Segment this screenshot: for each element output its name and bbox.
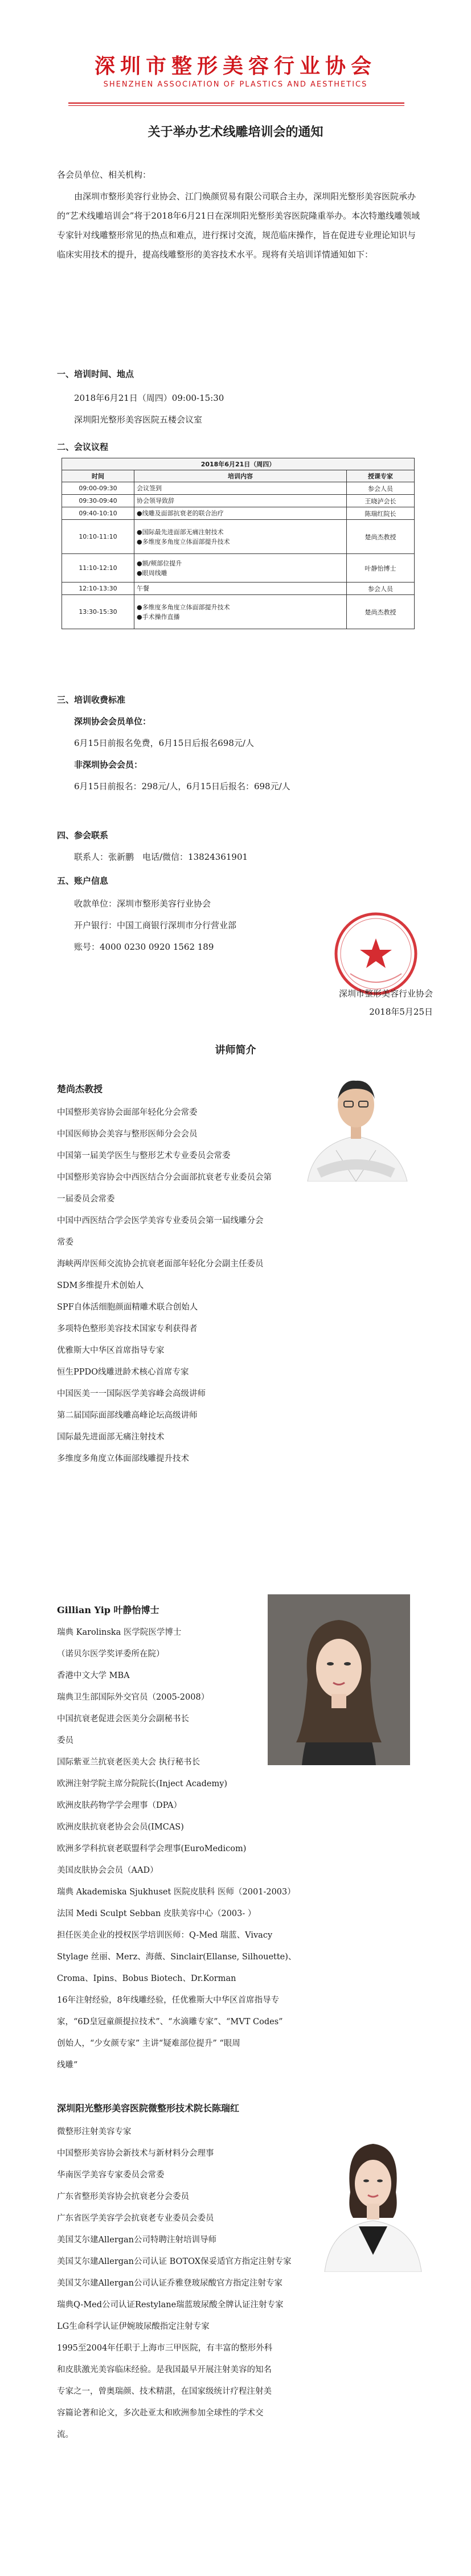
member-fee: 6月15日前报名免费，6月15日后报名698元/人 bbox=[74, 738, 254, 748]
bio-line: 第二届国际面部线雕高峰论坛高级讲师 bbox=[57, 1411, 198, 1420]
bio-line: 瑞典 Karolinska 医学院医学博士 bbox=[57, 1628, 182, 1637]
bio-line: 法国 Medi Sculpt Sebban 皮肤美容中心（2003- ） bbox=[57, 1909, 256, 1918]
bio-line: 中国整形美容协会中西医结合分会面部抗衰老专业委员会第 bbox=[57, 1173, 272, 1182]
contact-info: 联系人：张新鹏 电话/微信：13824361901 bbox=[74, 852, 248, 862]
table-row bbox=[62, 520, 415, 554]
bio-line: SDM多维提升术创始人 bbox=[57, 1281, 144, 1290]
bio-line: 多维度多角度立体面部线雕提升技术 bbox=[57, 1454, 189, 1463]
greeting: 各会员单位、相关机构： bbox=[57, 170, 151, 180]
bio-line: 中国整形美容协会新技术与新材料分会理事 bbox=[57, 2149, 214, 2158]
nonmember-fee: 6月15日前报名：298元/人，6月15日后报名：698元/人 bbox=[74, 781, 290, 791]
bio-line: 专家之一，曾奥瑞颜、技术精湛，在国家级统计疗程注射美 bbox=[57, 2387, 272, 2396]
association-title: 深圳市整形美容行业协会 bbox=[94, 55, 376, 78]
official-seal bbox=[333, 911, 419, 996]
agenda-content bbox=[134, 507, 347, 520]
agenda-time: 13:30-15:30 bbox=[62, 595, 134, 629]
bio-line: 担任医美企业的授权医学培训医师：Q-Med 瑞蓝、Vivacy bbox=[57, 1931, 273, 1940]
association-header bbox=[0, 54, 471, 89]
bio-line: 中国整形美容协会面部年轻化分会常委 bbox=[57, 1108, 198, 1117]
bio-line: 中国中西医结合学会医学美容专业委员会第一届线雕分会 bbox=[57, 1216, 264, 1225]
agenda-item: ●额/颊部位提升 bbox=[137, 559, 182, 567]
section-2-title: 二、会议议程 bbox=[57, 442, 109, 452]
agenda-speaker: 参会人员 bbox=[347, 583, 415, 595]
bio-line: 瑞典 Akademiska Sjukhuset 医院皮肤科 医师（2001-2003） bbox=[57, 1888, 296, 1897]
signature-date: 2018年5月25日 bbox=[369, 1007, 433, 1017]
agenda-table bbox=[62, 458, 415, 629]
table-row bbox=[62, 482, 415, 495]
bio-line: 海峡两岸医师交流协会抗衰老面部年轻化分会副主任委员 bbox=[57, 1260, 264, 1269]
header-rule-bottom bbox=[68, 105, 404, 106]
bio-line: 欧洲皮肤抗衰老协会会员(IMCAS) bbox=[57, 1823, 184, 1832]
agenda-content bbox=[134, 495, 347, 507]
bio-line: 美国皮肤协会会员（AAD） bbox=[57, 1866, 158, 1875]
bio-line: 瑞典卫生部国际外交官员（2005-2008） bbox=[57, 1693, 210, 1702]
agenda-header-content: 培训内容 bbox=[134, 470, 347, 482]
agenda-item: 会议签到 bbox=[137, 485, 162, 492]
agenda-time: 11:10-12:10 bbox=[62, 554, 134, 583]
agenda-caption: 2018年6月21日（周四） bbox=[62, 458, 415, 470]
agenda-item: 午餐 bbox=[137, 585, 149, 592]
bio-line: 国际紫亚兰抗衰老医美大会 执行秘书长 bbox=[57, 1758, 200, 1767]
agenda-speaker: 叶静怡博士 bbox=[347, 554, 415, 583]
bio-line: Stylage 丝丽、Merz、海薇、Sinclair(Ellanse, Silhouette)、 bbox=[57, 1952, 297, 1962]
section-1-title: 一、培训时间、地点 bbox=[57, 369, 134, 379]
intro-paragraph: 由深圳市整形美容行业协会、江门焕颜贸易有限公司联合主办，深圳阳光整形美容医院承办的“艺术线雕培训会”将于2018年6月21日在深圳阳光整形美容医院隆重举办。本次特邀线雕领域专家针对线雕整形常见的热点和难点，进行探讨交流，规范临床操作，旨在促进专业理论知识与临床实用技术的提升，提高线雕整形的美容技术水平。现将有关培训详情通知如下： bbox=[57, 191, 420, 260]
bio-line: 16年注射经验，8年线雕经验，任优雅斯大中华区首席指导专 bbox=[57, 1996, 280, 2005]
notice-title: 关于举办艺术线雕培训会的通知 bbox=[148, 125, 323, 140]
agenda-content bbox=[134, 583, 347, 595]
agenda-content bbox=[134, 482, 347, 495]
bio-line: 华南医学美容专家委员会常委 bbox=[57, 2171, 165, 2180]
bio-line: 线雕” bbox=[57, 2061, 78, 2070]
bio-line: 恒生PPDO线雕迸龄术核心首席专家 bbox=[57, 1368, 189, 1377]
bio-line: 瑞典Q-Med公司认证Restylane瑞蓝玻尿酸全牌认证注射专家 bbox=[57, 2300, 284, 2310]
agenda-content bbox=[134, 554, 347, 583]
agenda-speaker: 楚尚杰教授 bbox=[347, 595, 415, 629]
section-3-title: 三、培训收费标准 bbox=[57, 695, 126, 705]
agenda-item: ●国际最先进面部无痛注射技术 bbox=[137, 528, 224, 536]
lecturer-3-bio bbox=[57, 2121, 292, 2446]
table-row bbox=[62, 507, 415, 520]
agenda-item: ●手术操作直播 bbox=[137, 613, 180, 621]
agenda-content bbox=[134, 595, 347, 629]
agenda-time: 09:30-09:40 bbox=[62, 495, 134, 507]
lecturer-1-bio bbox=[57, 1102, 272, 1470]
lecturer-2-bio bbox=[57, 1622, 296, 2076]
bio-line: 中国第一届美学医生与整形艺术专业委员会常委 bbox=[57, 1151, 231, 1160]
agenda-item: ●线雕及面部抗衰老的联合治疗 bbox=[137, 510, 224, 517]
bio-line: 流。 bbox=[57, 2430, 73, 2439]
lecturer-2-photo bbox=[268, 1594, 410, 1765]
association-subtitle: SHENZHEN ASSOCIATION OF PLASTICS AND AESTHETICS bbox=[103, 80, 368, 89]
member-fee-label: 深圳协会会员单位： bbox=[74, 716, 151, 727]
bio-line: 中国抗衰老促进会医美分会副秘书长 bbox=[57, 1714, 189, 1724]
agenda-time: 10:10-11:10 bbox=[62, 520, 134, 554]
bio-line: 美国艾尔建Allergan公司认证乔雅登玻尿酸官方指定注射专家 bbox=[57, 2279, 283, 2288]
bio-line: Croma、Ipins、Bobus Biotech、Dr.Korman bbox=[57, 1974, 236, 1983]
payee: 收款单位：深圳市整形美容行业协会 bbox=[74, 899, 211, 909]
section-5-title: 五、账户信息 bbox=[57, 876, 109, 886]
agenda-time: 12:10-13:30 bbox=[62, 583, 134, 595]
agenda-header-time: 时间 bbox=[62, 470, 134, 482]
bio-line: SPF自体活细胞颜面精雕术联合创始人 bbox=[57, 1303, 198, 1312]
header-rule-top bbox=[68, 102, 404, 104]
lecturer-1-name: 楚尚杰教授 bbox=[57, 1084, 103, 1094]
bio-line: 一届委员会常委 bbox=[57, 1195, 115, 1204]
agenda-header-speaker: 授课专家 bbox=[347, 470, 415, 482]
bio-line: 多项特色整形美容技术国家专利获得者 bbox=[57, 1324, 198, 1334]
table-row bbox=[62, 554, 415, 583]
bio-line: LG生命科学认证伊婉玻尿酸指定注射专家 bbox=[57, 2322, 210, 2331]
agenda-content bbox=[134, 520, 347, 554]
bio-line: 欧洲注射学院主席分院院长(Inject Academy) bbox=[57, 1779, 228, 1789]
agenda-item: ●多维度多角度立体面部提升技术 bbox=[137, 538, 230, 545]
agenda-time: 09:40-10:10 bbox=[62, 507, 134, 520]
agenda-speaker: 陈瑞红院长 bbox=[347, 507, 415, 520]
agenda-item: ●多维度多角度立体面部提升技术 bbox=[137, 603, 230, 611]
bio-line: 美国艾尔建Allergan公司认证 BOTOX保妥适官方指定注射专家 bbox=[57, 2257, 292, 2266]
bio-line: 常委 bbox=[57, 1238, 73, 1247]
agenda-item: ●眼周线雕 bbox=[137, 569, 167, 577]
section-4-title: 四、参会联系 bbox=[57, 830, 109, 840]
bio-line: 中国医美一一国际医学美容峰会高级讲师 bbox=[57, 1389, 206, 1398]
agenda-time: 09:00-09:30 bbox=[62, 482, 134, 495]
lecturers-title: 讲师简介 bbox=[215, 1044, 256, 1056]
bio-line: 中国医师协会美容与整形医师分会会员 bbox=[57, 1130, 198, 1139]
agenda-item: 协会领导致辞 bbox=[137, 497, 174, 504]
agenda-speaker: 参会人员 bbox=[347, 482, 415, 495]
agenda-speaker: 王晓泸会长 bbox=[347, 495, 415, 507]
training-time: 2018年6月21日（周四）09:00-15:30 bbox=[74, 393, 224, 403]
signature-org: 深圳市整形美容行业协会 bbox=[338, 988, 433, 999]
lecturer-1-photo bbox=[296, 1059, 416, 1182]
bio-line: 国际最先进面部无痛注射技术 bbox=[57, 1433, 165, 1442]
agenda-speaker: 楚尚杰教授 bbox=[347, 520, 415, 554]
bio-line: 香港中文大学 MBA bbox=[57, 1671, 130, 1680]
bio-line: 容篇论著和论文，多次赴亚太和欧洲参加全球性的学术交 bbox=[57, 2409, 264, 2418]
lecturer-3-photo bbox=[319, 2124, 427, 2272]
bio-line: 微整形注射美容专家 bbox=[57, 2127, 132, 2136]
bio-line: 创始人，“少女颜专家” 主讲“疑难部位提升” “眼周 bbox=[57, 2039, 240, 2048]
bio-line: 广东省医学美容学会抗衰老专业委员会委员 bbox=[57, 2214, 214, 2223]
table-row bbox=[62, 583, 415, 595]
bio-line: 欧洲皮肤药物学学会理事（DPA） bbox=[57, 1801, 182, 1810]
bio-line: 优雅斯大中华区首席指导专家 bbox=[57, 1346, 165, 1355]
account-number: 账号：4000 0230 0920 1562 189 bbox=[74, 942, 214, 952]
lecturer-2-name: Gillian Yip 叶静怡博士 bbox=[57, 1605, 159, 1615]
bio-line: 欧洲多学科抗衰老联盟科学会理事(EuroMedicom) bbox=[57, 1844, 247, 1853]
nonmember-fee-label: 非深圳协会会员： bbox=[74, 760, 143, 770]
bio-line: （诺贝尔医学奖评委所在院） bbox=[57, 1650, 165, 1659]
lecturer-3-name: 深圳阳光整形美容医院微整形技术院长陈瑞红 bbox=[57, 2103, 240, 2114]
bank-name: 开户银行：中国工商银行深圳市分行营业部 bbox=[74, 920, 237, 930]
bio-line: 家，“6D皇冠童颜提拉技术”、“水滴雕专家”、“MVT Codes” bbox=[57, 2017, 283, 2027]
bio-line: 委员 bbox=[57, 1736, 73, 1745]
training-place: 深圳阳光整形美容医院五楼会议室 bbox=[74, 415, 203, 425]
bio-line: 美国艾尔建Allergan公司特聘注射培训导师 bbox=[57, 2235, 217, 2245]
bio-line: 和皮肤激光美容临床经验。是我国最早开展注射美容的知名 bbox=[57, 2365, 272, 2374]
bio-line: 1995至2004年任职于上海市三甲医院，有丰富的整形外科 bbox=[57, 2344, 273, 2353]
bio-line: 广东省整形美容协会抗衰老分会委员 bbox=[57, 2192, 189, 2201]
table-row bbox=[62, 495, 415, 507]
table-row bbox=[62, 595, 415, 629]
